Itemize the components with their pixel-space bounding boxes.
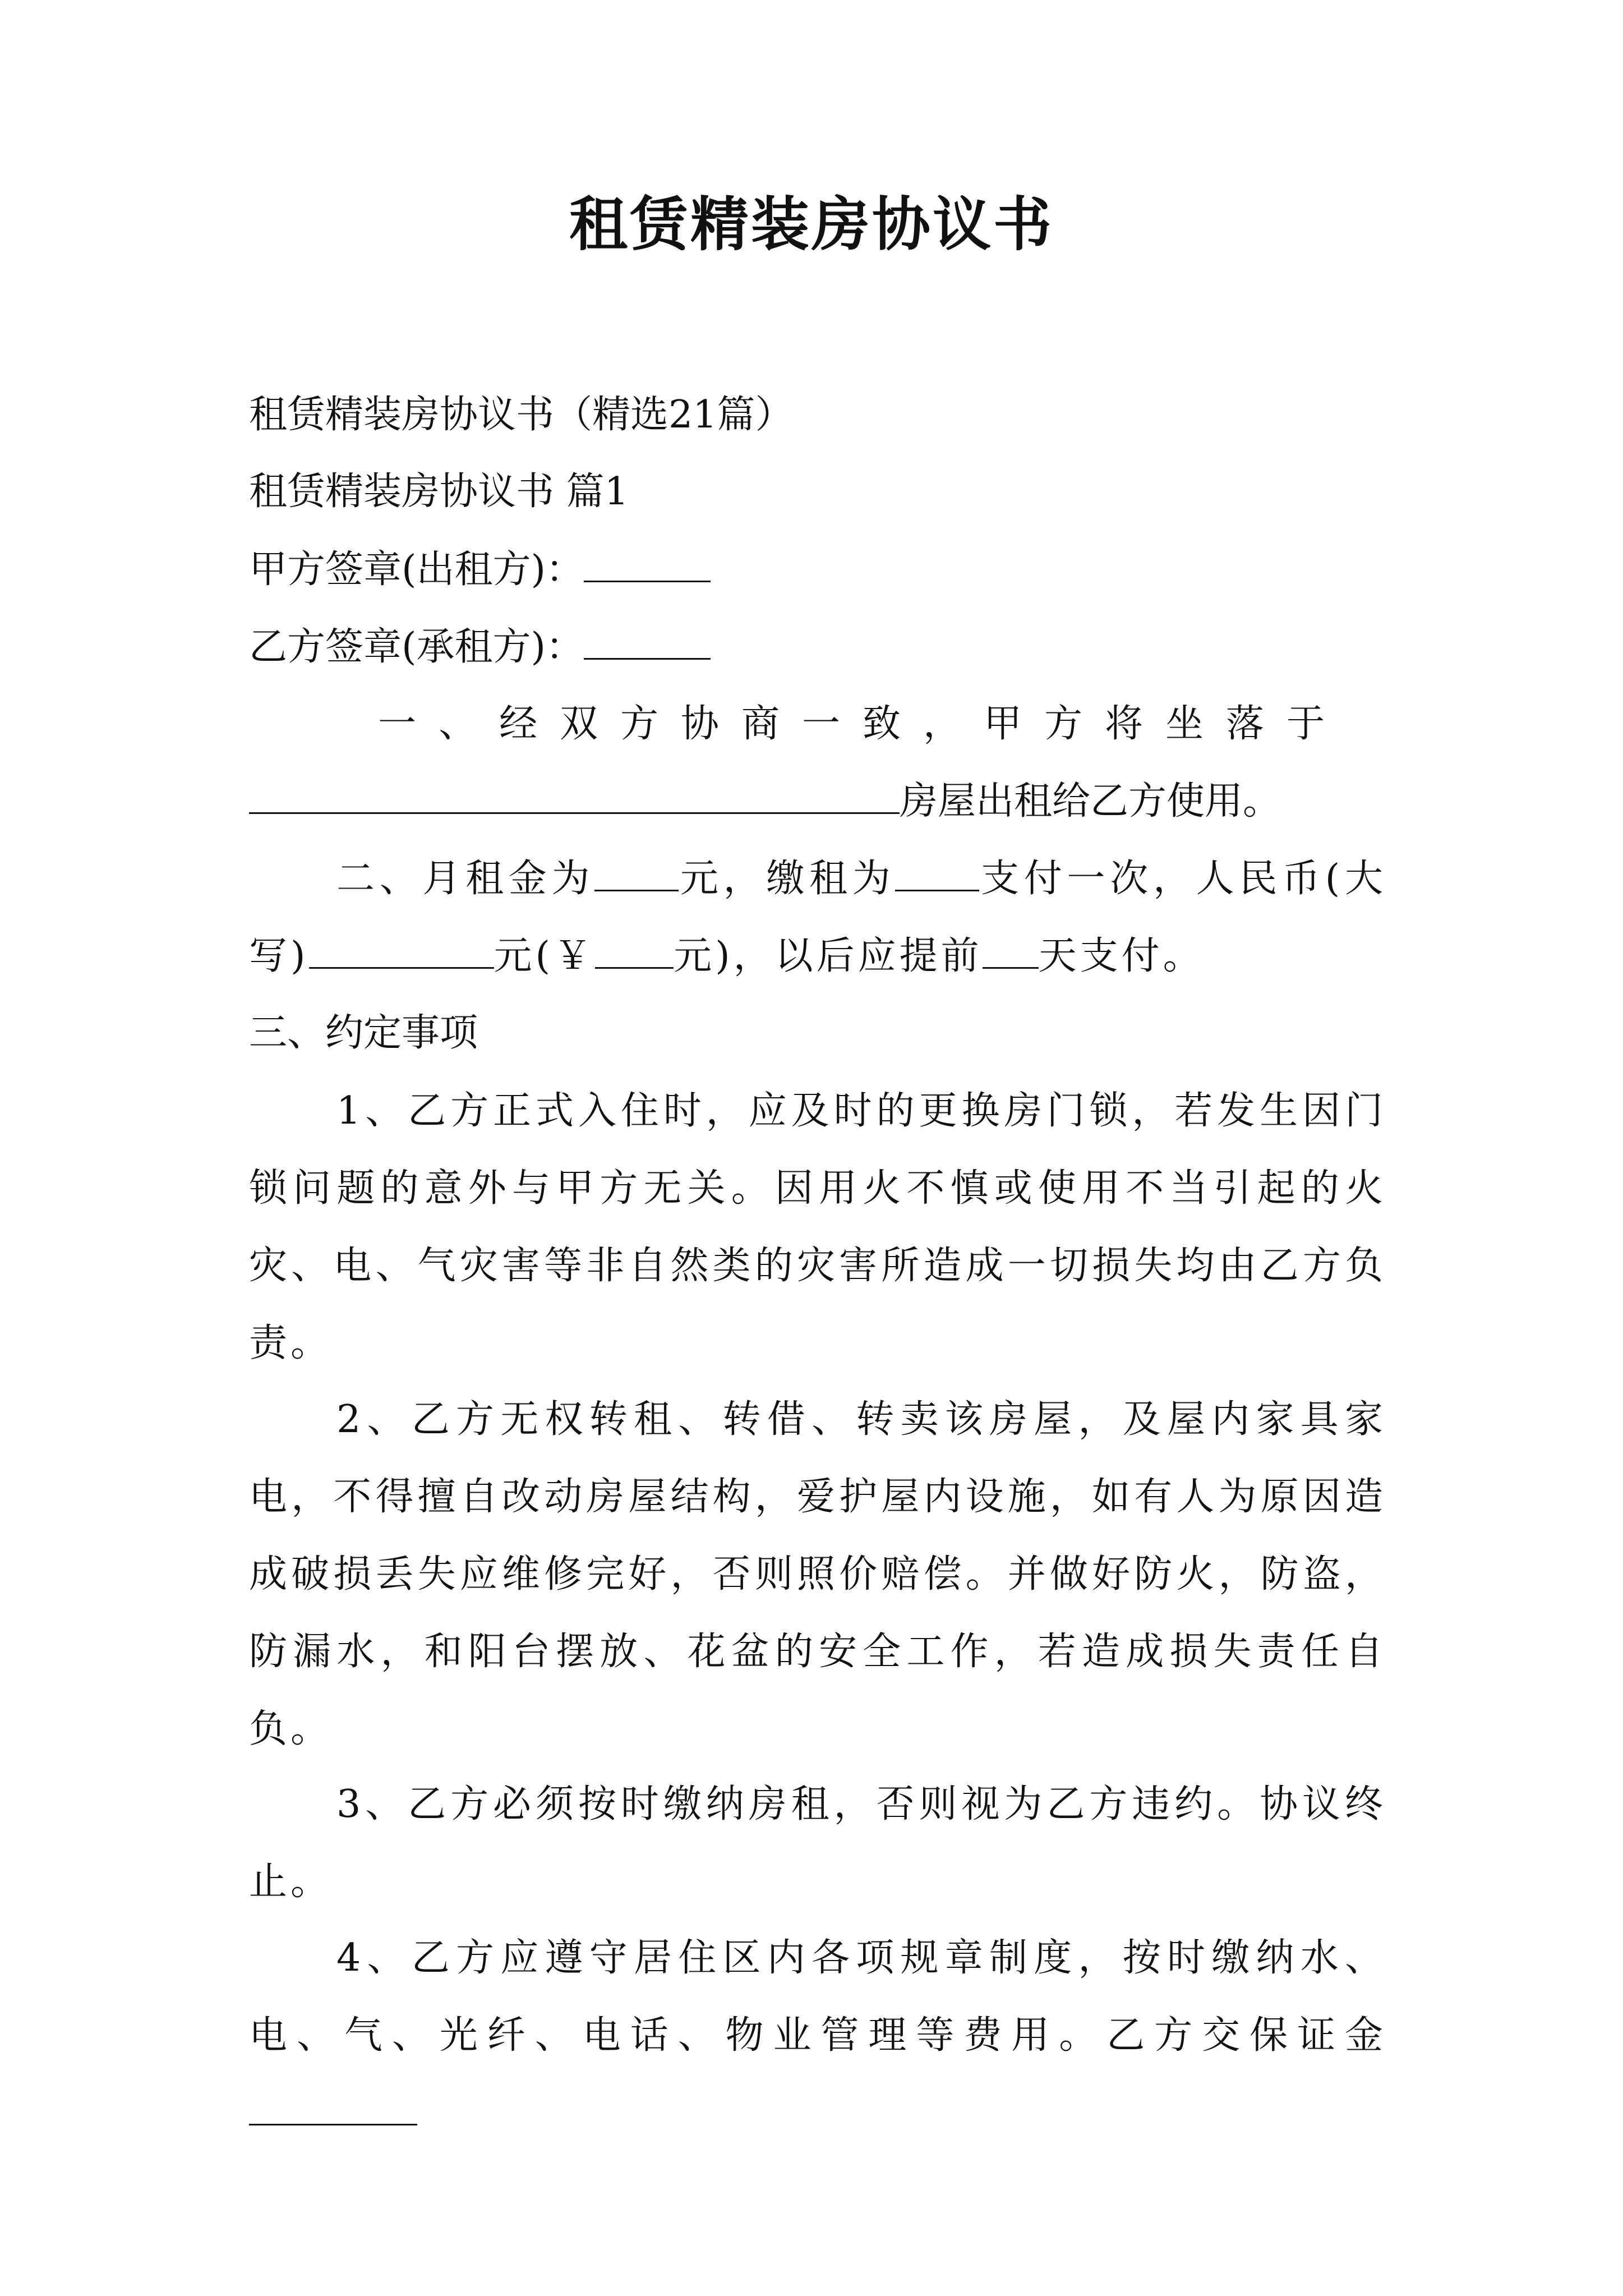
clause-1-second-line: [249, 774, 1281, 830]
agreement-item-4: [249, 1920, 1386, 2152]
clause-2-part-c: 支付一次，人民币(大写): [249, 857, 1386, 978]
amount-in-words-blank: [309, 929, 494, 969]
agreement-item-1: 1、乙方正式入住时，应及时的更换房门锁，若发生因门锁问题的意外与甲方无关。因用火不慎或使用不当引起的火灾、电、气灾害等非自然类的灾害所造成一切损失均由乙方负责。: [249, 1089, 1386, 1365]
clause-1-first-line: 一、经双方协商一致，甲方将坐落于: [378, 702, 1348, 746]
deposit-blank: [249, 2086, 417, 2125]
agreement-item-3: 3、乙方必须按时缴纳房租，否则视为乙方违约。协议终止。: [249, 1782, 1386, 1904]
document-subtitle: 租赁精装房协议书（精选21篇）: [249, 393, 794, 437]
amount-in-figures-blank: [595, 929, 674, 969]
days-in-advance-blank: [983, 929, 1039, 969]
monthly-rent-blank: [594, 852, 679, 891]
payment-period-blank: [895, 852, 979, 891]
clause-1-ending: 房屋出租给乙方使用。: [900, 779, 1281, 823]
document-title: 租赁精装房协议书: [569, 190, 1054, 259]
clause-2-part-b: 元，缴租为: [679, 857, 896, 901]
party-a-signature-label: 甲方签章(出租方)：: [249, 547, 584, 592]
clause-3-heading: 三、约定事项: [249, 1011, 478, 1055]
section-heading: 租赁精装房协议书 篇1: [249, 470, 629, 514]
party-b-signature-blank: [584, 620, 711, 660]
clause-2-part-a: 二、月租金为: [336, 857, 595, 901]
clause-2-part-f: 天支付。: [1038, 934, 1205, 978]
clause-2-paragraph: [249, 840, 1386, 995]
party-a-signature-line: [249, 542, 711, 598]
party-a-signature-blank: [584, 542, 711, 582]
agreement-item-2: 2、乙方无权转租、转借、转卖该房屋，及屋内家具家电，不得擅自改动房屋结构，爱护屋内设施，如有人为原因造成破损丢失应维修完好，否则照价赔偿。并做好防火，防盗，防漏水，和阳台摆放、花盆的安全工作，若造成损失责任自负。: [249, 1397, 1386, 1751]
party-b-signature-line: [249, 619, 711, 675]
agreement-item-4-text: 4、乙方应遵守居住区内各项规章制度，按时缴纳水、电、气、光纤、电话、物业管理等费用。乙方交保证金: [249, 1936, 1386, 2058]
clause-2-part-d: 元(￥: [494, 934, 596, 978]
property-address-blank: [249, 774, 900, 814]
clause-2-part-e: 元)，以后应提前: [674, 934, 983, 978]
party-b-signature-label: 乙方签章(承租方)：: [249, 625, 584, 669]
